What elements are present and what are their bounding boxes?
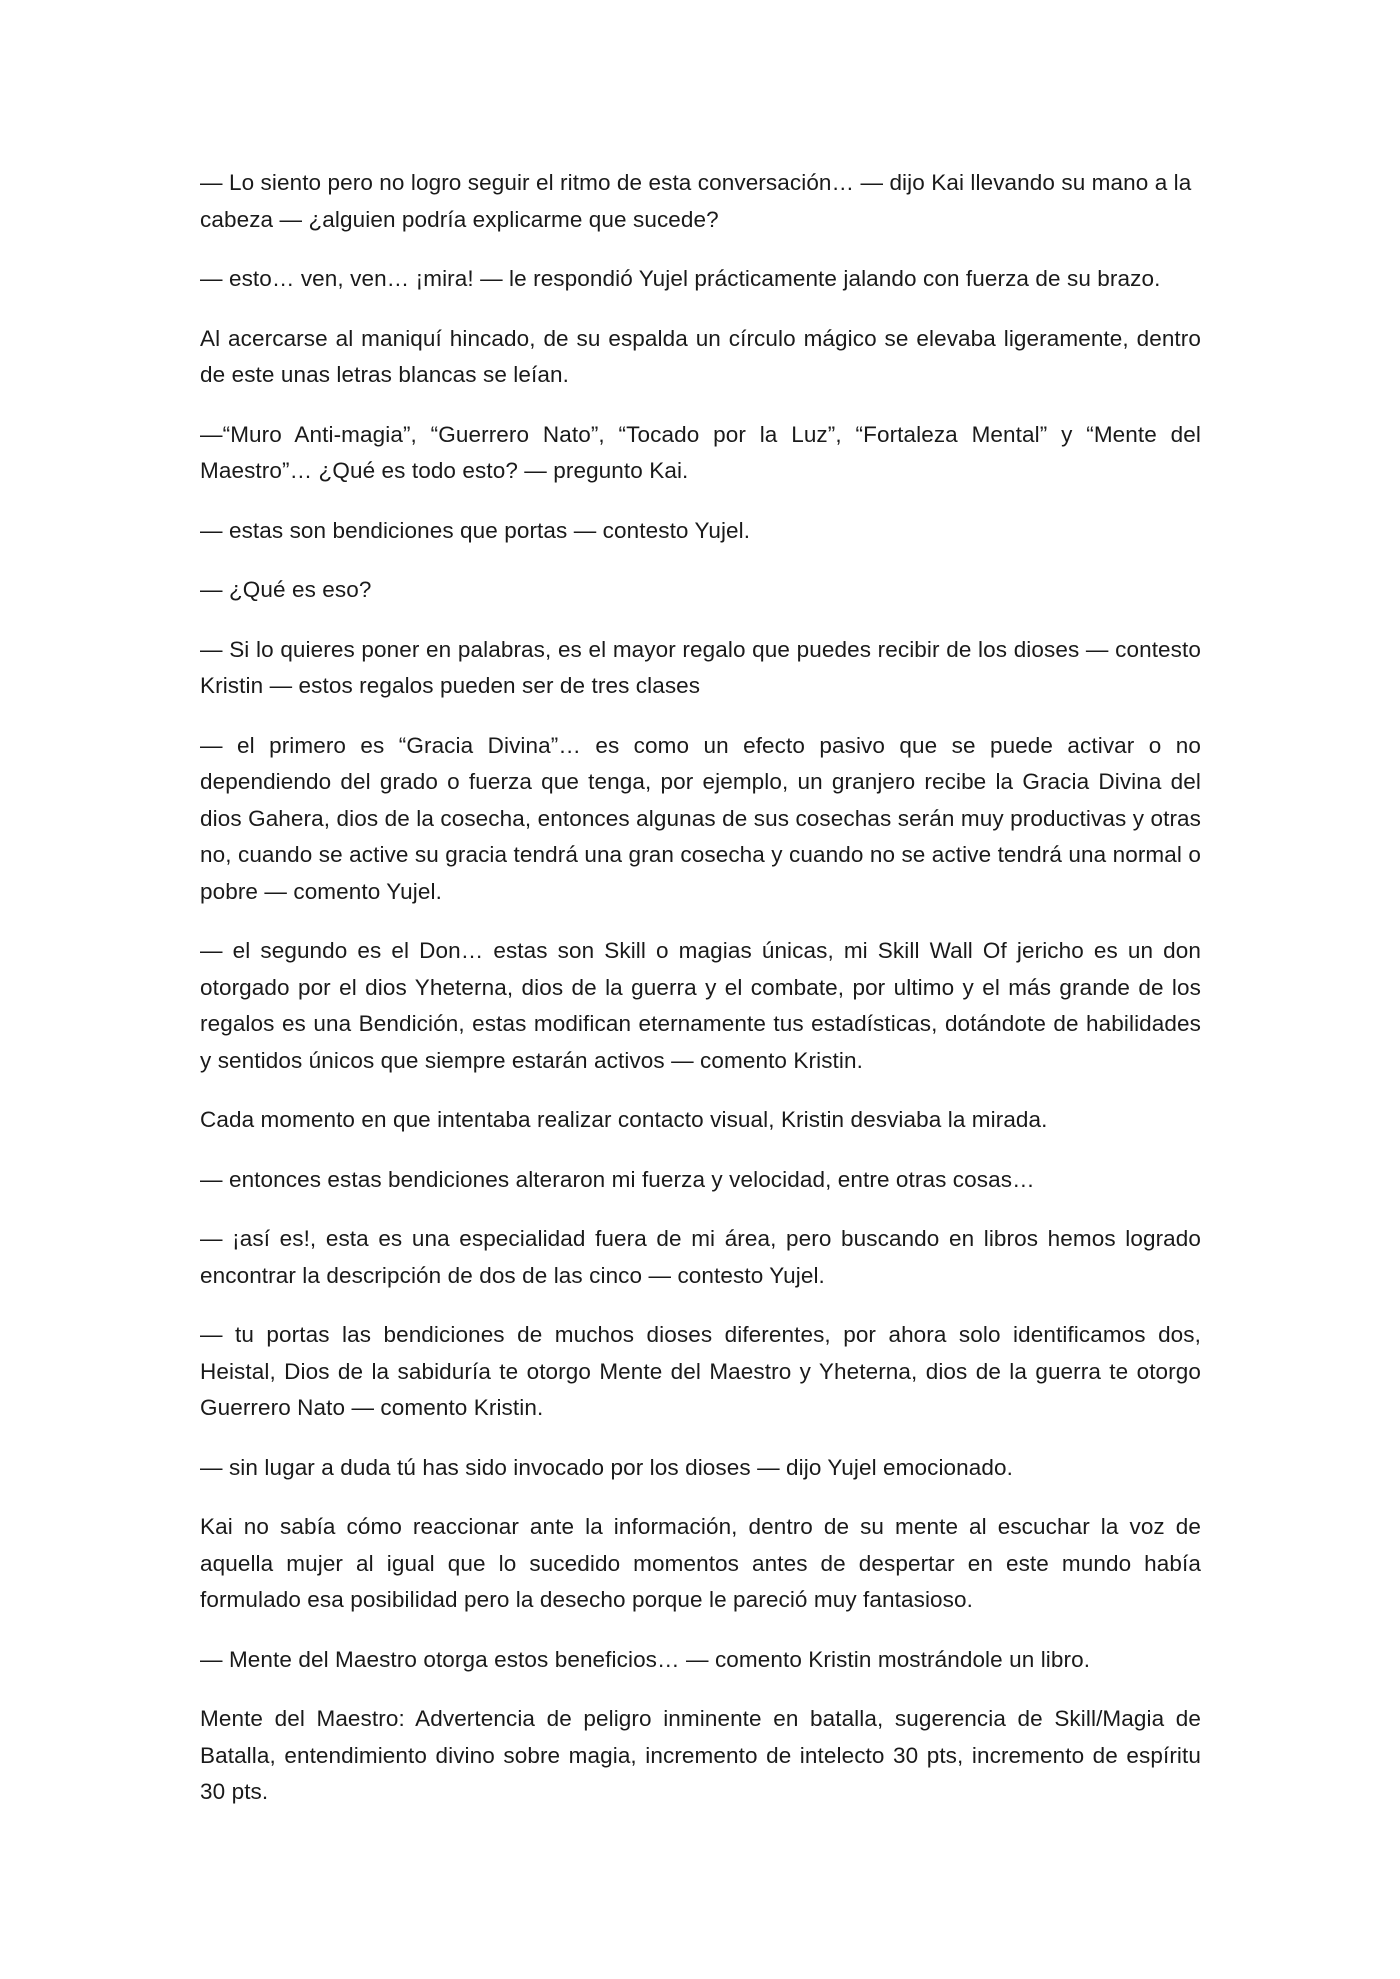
paragraph: — esto… ven, ven… ¡mira! — le respondió Yujel prácticamente jalando con fuerza de su brazo. [200, 266, 1161, 291]
paragraph: Kai no sabía cómo reaccionar ante la información, dentro de su mente al escuchar la voz de aquella mujer al igual que lo sucedido momentos antes de despertar en este mundo había formulado esa posibilidad pero la desecho porque le pareció muy fantasioso. [200, 1514, 1201, 1612]
document-page [200, 165, 1201, 1834]
paragraph: Mente del Maestro: Advertencia de peligro inminente en batalla, sugerencia de Skill/Magia de Batalla, entendimiento divino sobre magia, incremento de intelecto 30 pts, incremento de espíritu 30 pts. [200, 1706, 1201, 1804]
paragraph: Al acercarse al maniquí hincado, de su espalda un círculo mágico se elevaba ligeramente, dentro de este unas letras blancas se leían. [200, 325, 1201, 387]
paragraph: — Lo siento pero no logro seguir el ritmo de esta conversación… — dijo Kai llevando su mano a la cabeza — ¿alguien podría explicarme que sucede? [200, 170, 1192, 232]
paragraph: — entonces estas bendiciones alteraron mi fuerza y velocidad, entre otras cosas… [200, 1166, 1035, 1192]
paragraph: —“Muro Anti-magia”, “Guerrero Nato”, “Tocado por la Luz”, “Fortaleza Mental” y “Mente del Maestro”… ¿Qué es todo esto? — pregunto Kai. [200, 421, 1201, 483]
paragraph: — Mente del Maestro otorga estos beneficios… — comento Kristin mostrándole un libro. [200, 1646, 1091, 1672]
paragraph: — sin lugar a duda tú has sido invocado por los dioses — dijo Yujel emocionado. [200, 1454, 1013, 1480]
paragraph: — el segundo es el Don… estas son Skill o magias únicas, mi Skill Wall Of jericho es un don otorgado por el dios Yheterna, dios de la guerra y el combate, por ultimo y el más grande de los regalos es una Bendición, estas modifican eternamente tus estadísticas, dotándote de habilidades y sentidos únicos que siempre estarán activos — comento Kristin. [200, 938, 1201, 1073]
paragraph: Cada momento en que intentaba realizar contacto visual, Kristin desviaba la mirada. [200, 1107, 1048, 1132]
paragraph: — estas son bendiciones que portas — contesto Yujel. [200, 517, 751, 543]
paragraph: — ¿Qué es eso? [200, 577, 372, 602]
paragraph: — Si lo quieres poner en palabras, es el mayor regalo que puedes recibir de los dioses — contesto Kristin — estos regalos pueden ser de tres clases [200, 636, 1201, 698]
paragraph: — el primero es “Gracia Divina”… es como un efecto pasivo que se puede activar o no dependiendo del grado o fuerza que tenga, por ejemplo, un granjero recibe la Gracia Divina del dios Gahera, dios de la cosecha, entonces algunas de sus cosechas serán muy productivas y otras no, cuando se active su gracia tendrá una gran cosecha y cuando no se active tendrá una normal o pobre — comento Yujel. [200, 732, 1201, 904]
paragraph: — ¡así es!, esta es una especialidad fuera de mi área, pero buscando en libros hemos logrado encontrar la descripción de dos de las cinco — contesto Yujel. [200, 1226, 1201, 1288]
paragraph: — tu portas las bendiciones de muchos dioses diferentes, por ahora solo identificamos dos, Heistal, Dios de la sabiduría te otorgo Mente del Maestro y Yheterna, dios de la guerra te otorgo Guerrero Nato — comento Kristin. [200, 1322, 1201, 1420]
